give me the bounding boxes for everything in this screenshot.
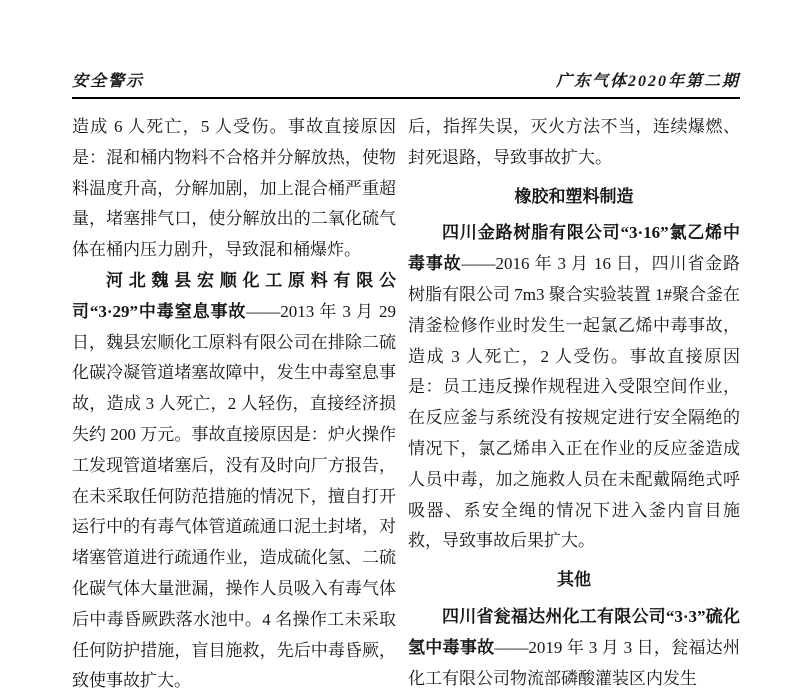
section-heading-other: 其他 [557, 570, 591, 590]
header-rule [72, 97, 740, 99]
accident-title-bold: 四川省瓮福达州化工有限公司“3·3”硫化氢中毒事故 [408, 606, 740, 657]
left-column [72, 112, 396, 696]
paragraph-accident-hebei-hongshun [72, 266, 396, 696]
paragraph-text: 后，指挥失误，灭火方法不当，连续爆燃、封死退路，导致事故扩大。 [408, 117, 740, 167]
paragraph-accident-sichuan-jinlu [408, 218, 740, 557]
content-columns [72, 112, 740, 696]
accident-title-bold: 四川金路树脂有限公司“3·16”氯乙烯中毒事故 [408, 223, 740, 274]
paragraph-accident-sichuan-wengfu [408, 602, 740, 694]
accident-body-text: ——2013 年 3 月 29 日，魏县宏顺化工原料有限公司在排除二硫化碳冷凝管道堵塞故障中，发生中毒窒息事故，造成 3 人死亡，2 人轻伤，直接经济损失约 200 万元。事故直接原因是：炉火操作工发现管道堵塞后，没有及时向厂方报告，在未采取任何防范措施的情况下，擅自打开运行中的有毒气体管道疏通口泥土封堵，对堵塞管道进行疏通作业，造成硫化氢、二硫化碳气体大量泄漏，操作人员吸入有毒气体后中毒昏厥跌落水池中。4 名操作工未采取任何防护措施，盲目施救，先后中毒昏厥，致使事故扩大。 [72, 301, 397, 691]
paragraph-accident-cause-continuation [72, 112, 396, 266]
section-heading-rubber-plastics: 橡胶和塑料制造 [514, 186, 634, 206]
page-header [72, 68, 740, 91]
accident-body-text: ——2019 年 3 月 3 日，瓮福达州化工有限公司物流部磷酸灌装区内发生 [408, 637, 741, 688]
accident-title-bold: 河北魏县宏顺化工原料有限公司“3·29”中毒窒息事故 [72, 270, 396, 321]
accident-body-text: ——2016 年 3 月 16 日，四川省金路树脂有限公司 7m3 聚合实验装置 1#聚合釜在清釜检修作业时发生一起氯乙烯中毒事故，造成 3 人死亡，2 人受伤。事故直接原因是：员工违反操作规程进入受限空间作业，在反应釜与系统没有按规定进行安全隔绝的情况下，氯乙烯串入正在作业的反应釜造成人员中毒，加之施救人员在未配戴隔绝式呼吸器、系安全绳的情况下进入釜内盲目施救，导致事故后果扩大。 [408, 254, 740, 551]
header-section-title: 安全警示 [72, 73, 145, 90]
paragraph-accident-cause-continuation [408, 112, 740, 174]
header-journal-title: 广东气体2020年第二期 [555, 73, 740, 90]
right-column [408, 112, 740, 696]
paragraph-text: 造成 6 人死亡，5 人受伤。事故直接原因是：混和桶内物料不合格并分解放热，使物料温度升高，分解加剧，加上混合桶严重超量，堵塞排气口，使分解放出的二氧化硫气体在桶内压力剧升，导致混和桶爆炸。 [72, 117, 396, 260]
